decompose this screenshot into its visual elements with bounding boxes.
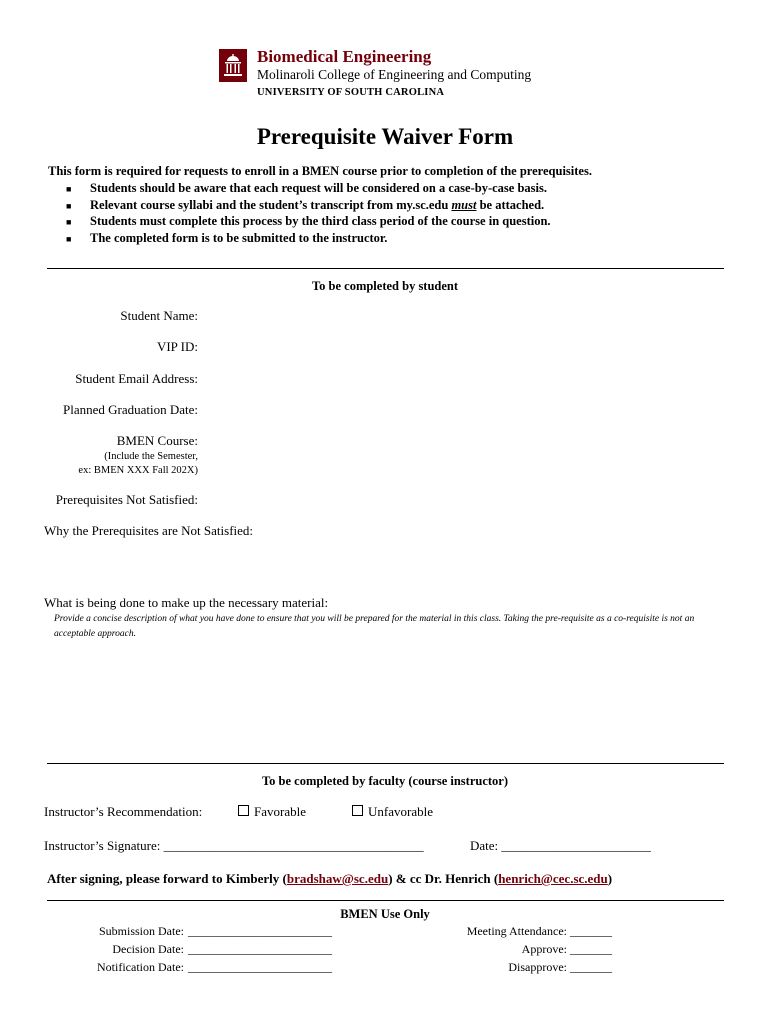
- divider: [47, 268, 724, 269]
- makeup-material-label: What is being done to make up the necessary material:: [44, 595, 329, 610]
- unfavorable-checkbox[interactable]: [352, 805, 363, 816]
- disapprove-label: Disapprove:: [508, 960, 567, 974]
- meeting-attendance-field[interactable]: _______: [570, 924, 612, 938]
- notification-date-label: Notification Date:: [97, 960, 184, 974]
- approve-label: Approve:: [521, 942, 567, 956]
- henrich-email-link[interactable]: henrich@cec.sc.edu: [498, 871, 608, 886]
- emphasis-must: must: [451, 197, 477, 212]
- vip-id-label: VIP ID:: [156, 339, 198, 354]
- course-note-2: ex: BMEN XXX Fall 202X): [78, 465, 198, 476]
- instructor-signature-field[interactable]: Instructor’s Signature: ________________________________________: [44, 838, 424, 853]
- course-note-1: (Include the Semester,: [104, 451, 198, 462]
- email-field[interactable]: [202, 369, 722, 389]
- meeting-attendance-label: Meeting Attendance:: [466, 924, 567, 938]
- usc-logo: [219, 49, 247, 82]
- list-item: ■ Students should be aware that each request will be considered on a case-by-case basis.: [66, 181, 551, 198]
- recommendation-label: Instructor’s Recommendation:: [44, 804, 203, 819]
- decision-date-field[interactable]: ________________________: [188, 942, 332, 956]
- bmen-course-label: BMEN Course:: [116, 433, 198, 448]
- why-not-satisfied-field[interactable]: [44, 542, 724, 592]
- list-item: ■ Students must complete this process by the third class period of the course in question.: [66, 214, 551, 231]
- faculty-section-heading: To be completed by faculty (course instructor): [261, 774, 509, 788]
- divider: [47, 900, 724, 901]
- divider: [47, 763, 724, 764]
- prereq-not-satisfied-field[interactable]: [202, 490, 722, 510]
- submission-date-label: Submission Date:: [98, 924, 184, 938]
- notification-date-field[interactable]: ________________________: [188, 960, 332, 974]
- student-name-label: Student Name:: [120, 308, 198, 323]
- bullet-icon: ■: [66, 184, 72, 194]
- student-section-heading: To be completed by student: [311, 279, 459, 293]
- university-name: UNIVERSITY OF SOUTH CAROLINA: [257, 87, 445, 98]
- makeup-material-note: Provide a concise description of what you have done to ensure that you will be prepared for the material in this class. Taking the pre-requisite as a co-requisite is not an acceptable approach.: [54, 614, 695, 639]
- submission-date-field[interactable]: ________________________: [188, 924, 332, 938]
- list-item: ■ Relevant course syllabi and the student’s transcript from my.sc.edu must be attached.: [66, 198, 551, 215]
- student-name-field[interactable]: [202, 306, 722, 326]
- why-not-satisfied-label: Why the Prerequisites are Not Satisfied:: [44, 523, 254, 538]
- email-label: Student Email Address:: [75, 371, 198, 386]
- approve-field[interactable]: _______: [570, 942, 612, 956]
- graduation-date-label: Planned Graduation Date:: [62, 402, 198, 417]
- unfavorable-option[interactable]: Unfavorable: [352, 804, 433, 820]
- favorable-checkbox[interactable]: [238, 805, 249, 816]
- kimberly-email-link[interactable]: bradshaw@sc.edu: [286, 871, 389, 886]
- makeup-material-field[interactable]: [44, 645, 724, 755]
- bmen-course-field[interactable]: [202, 431, 722, 451]
- favorable-option[interactable]: Favorable: [238, 804, 306, 820]
- intro-text: This form is required for requests to enroll in a BMEN course prior to completion of the prerequisites.: [48, 164, 592, 178]
- bullet-icon: ■: [66, 233, 72, 244]
- graduation-date-field[interactable]: [202, 400, 722, 420]
- prereq-not-satisfied-label: Prerequisites Not Satisfied:: [55, 492, 198, 507]
- instruction-list: [66, 181, 551, 247]
- bullet-icon: ■: [66, 200, 72, 211]
- vip-id-field[interactable]: [202, 337, 722, 357]
- page-title: Prerequisite Waiver Form: [256, 124, 514, 149]
- forward-instructions: After signing, please forward to Kimberly (bradshaw@sc.edu) & cc Dr. Henrich (henrich@cec.sc.edu): [47, 871, 613, 886]
- disapprove-field[interactable]: _______: [570, 960, 612, 974]
- usc-building-icon: [222, 53, 244, 79]
- bmen-use-heading: BMEN Use Only: [340, 907, 430, 921]
- list-item: ■ The completed form is to be submitted to the instructor.: [66, 231, 551, 248]
- college-name: Molinaroli College of Engineering and Computing: [257, 67, 532, 82]
- instructor-date-field[interactable]: Date: _______________________: [470, 838, 651, 853]
- bullet-icon: ■: [66, 217, 72, 227]
- department-name: Biomedical Engineering: [257, 47, 432, 66]
- decision-date-label: Decision Date:: [112, 942, 184, 956]
